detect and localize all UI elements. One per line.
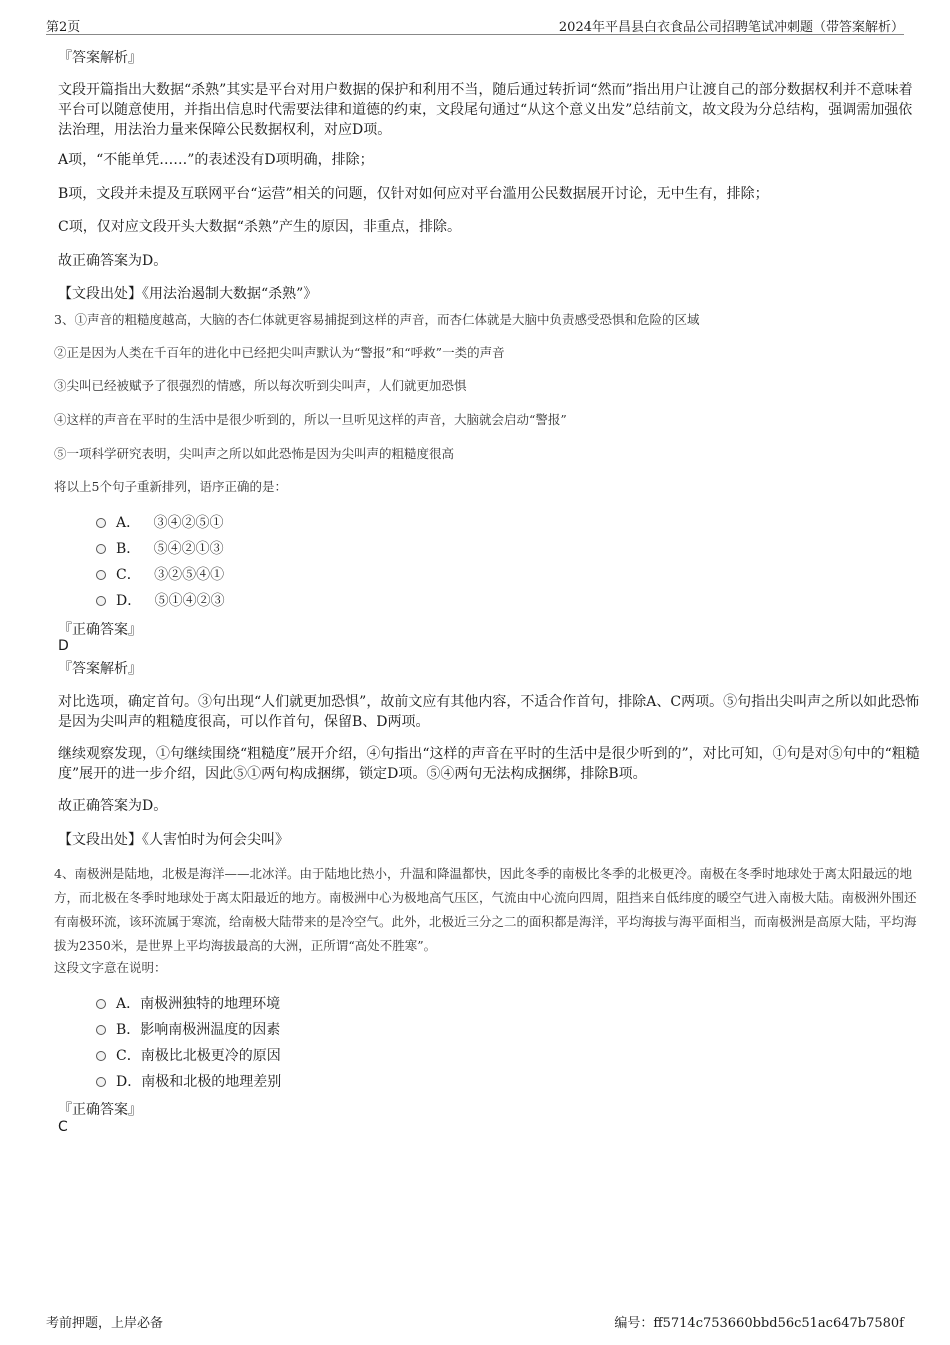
q2-analysis-para: 文段开篇指出大数据“杀熟”其实是平台对用户数据的保护和利用不当，随后通过转折词“然而”指出用户让渡自己的部分数据权利并不意味着平台可以随意使用，并指出信息时代需要法律和道德的约束，文段尾句通过“从这个意义出发”总结前文，故文段为分总结构，强调需加强依法治理，用法治力量来保障公民数据权利，对应D项。 [58,82,913,138]
q3-option-a[interactable]: A． ③④②⑤① [96,513,223,533]
q3-sentence-5: ⑤一项科学研究表明，尖叫声之所以如此恐怖是因为尖叫声的粗糙度很高 [54,446,455,461]
q4-option-d[interactable]: D．南极和北极的地理差别 [96,1072,281,1092]
q4-option-c[interactable]: C．南极比北极更冷的原因 [96,1046,281,1066]
q2-analysis-label: 『答案解析』 [58,50,142,66]
radio-icon[interactable] [96,596,106,606]
q4-prompt: 这段文字意在说明： [54,960,167,975]
q4-option-a[interactable]: A．南极洲独特的地理环境 [96,994,280,1014]
q2-conclusion: 故正确答案为D。 [58,253,168,269]
radio-icon[interactable] [96,544,106,554]
q2-option-a-analysis: A项，“不能单凭……”的表述没有D项明确，排除； [58,152,374,168]
q4-option-b[interactable]: B．影响南极洲温度的因素 [96,1020,280,1040]
q3-sentence-1: 3、①声音的粗糙度越高，大脑的杏仁体就更容易捕捉到这样的声音，而杏仁体就是大脑中负责感受恐惧和危险的区域 [54,312,700,327]
q3-analysis-para-2: 继续观察发现，①句继续围绕“粗糙度”展开介绍，④句指出“这样的声音在平时的生活中是很少听到的”，对比可知，①句是对⑤句中的“粗糙度”展开的进一步介绍，因此⑤①两句构成捆绑，锁定D项。⑤④两句无法构成捆绑，排除B项。 [58,746,920,782]
radio-icon[interactable] [96,1077,106,1087]
q3-conclusion: 故正确答案为D。 [58,798,168,814]
q2-option-c-analysis: C项，仅对应文段开头大数据“杀熟”产生的原因，非重点，排除。 [58,219,462,235]
q4-passage: 4、南极洲是陆地，北极是海洋——北冰洋。由于陆地比热小，升温和降温都快，因此冬季的南极比冬季的北极更冷。南极在冬季时地球处于离太阳最远的地方，而北极在冬季时地球处于离太阳最近的地方。南极洲中心为极地高气压区，气流由中心流向四周，阻挡来自低纬度的暖空气进入南极大陆。南极洲外围还有南极环流，该环流属于寒流，给南极大陆带来的是冷空气。此外，北极近三分之二的面积都是海洋，平均海拔与海平面相当，而南极洲是高原大陆，平均海拔为2350米，是世界上平均海拔最高的大洲，正所谓“高处不胜寒”。 [54,866,917,953]
q4-correct-label: 『正确答案』 [58,1102,142,1118]
q3-option-c[interactable]: C． ③②⑤④① [96,565,224,585]
q3-prompt: 将以上5个句子重新排列，语序正确的是： [54,479,287,494]
q3-correct-label: 『正确答案』 [58,622,142,638]
q3-option-b[interactable]: B． ⑤④②①③ [96,539,224,559]
q2-option-b-analysis: B项，文段并未提及互联网平台“运营”相关的问题，仅针对如何应对平台滥用公民数据展开讨论，无中生有，排除； [58,186,769,202]
radio-icon[interactable] [96,518,106,528]
radio-icon[interactable] [96,1051,106,1061]
footer-slogan: 考前押题，上岸必备 [46,1316,164,1331]
q2-source: 【文段出处】《用法治遏制大数据“杀熟”》 [58,286,318,302]
q3-correct-answer: D [58,638,69,654]
page-header [46,14,904,35]
q3-analysis-para-1: 对比选项，确定首句。③句出现“人们就更加恐惧”，故前文应有其他内容，不适合作首句，排除A、C两项。⑤句指出尖叫声之所以如此恐怖是因为尖叫声的粗糙度很高，可以作首句，保留B、D两项。 [58,694,920,730]
q4-correct-answer: C [58,1119,68,1135]
q3-sentence-3: ③尖叫已经被赋予了很强烈的情感，所以每次听到尖叫声，人们就更加恐惧 [54,378,467,393]
q3-option-d[interactable]: D． ⑤①④②③ [96,591,225,611]
radio-icon[interactable] [96,999,106,1009]
q3-sentence-4: ④这样的声音在平时的生活中是很少听到的，所以一旦听见这样的声音，大脑就会启动“警报” [54,412,567,427]
radio-icon[interactable] [96,570,106,580]
q3-sentence-2: ②正是因为人类在千百年的进化中已经把尖叫声默认为“警报”和“呼救”一类的声音 [54,345,505,360]
document-title: 2024年平昌县白衣食品公司招聘笔试冲刺题（带答案解析） [558,20,904,35]
radio-icon[interactable] [96,1025,106,1035]
page-number: 第2页 [46,20,81,35]
document-id: 编号：ff5714c753660bbd56c51ac647b7580f [614,1316,904,1331]
q3-source: 【文段出处】《人害怕时为何会尖叫》 [58,832,289,848]
q3-analysis-label: 『答案解析』 [58,661,142,677]
